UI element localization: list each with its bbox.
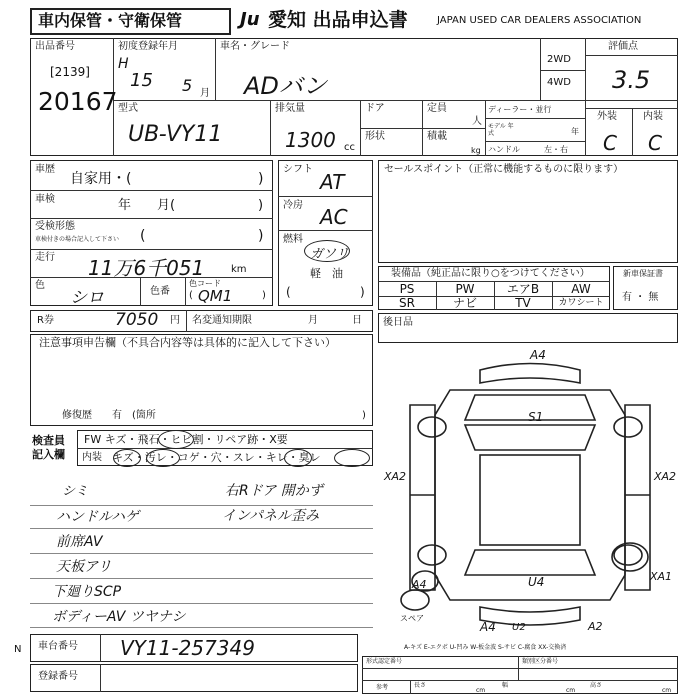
circle-dirt xyxy=(146,449,180,467)
repair-history-close: ) xyxy=(362,410,366,421)
repair-history-label: 修復歴 xyxy=(62,410,92,421)
door-label: ドア xyxy=(365,103,385,114)
windshield xyxy=(465,425,595,450)
mileage-label: 走行 xyxy=(35,252,55,263)
capacity-unit: 人 xyxy=(472,116,482,127)
note-6: ボディーAV ツヤナシ xyxy=(52,609,186,625)
diagram-mark-left-side: XA2 xyxy=(384,470,407,483)
history-label: 車歴 xyxy=(35,164,55,175)
diagram-mark-rear-bumper-2: U2 xyxy=(512,622,526,633)
lot-number-label: 出品番号 xyxy=(35,41,75,52)
color-number-label: 色番 xyxy=(150,286,170,297)
equip-leather-seat: カワシート xyxy=(558,298,604,308)
load-unit: kg xyxy=(471,146,481,155)
equip-airbag: エアB xyxy=(506,282,540,296)
color-value: シロ xyxy=(70,288,104,308)
diagram-mark-rear-right: A2 xyxy=(588,620,603,633)
ju-logo: Ju xyxy=(240,9,260,30)
name-change-label: 名変通知期限 xyxy=(192,315,252,326)
drive-4wd: 4WD xyxy=(547,77,571,88)
capacity-label: 定員 xyxy=(427,103,447,114)
equip-sr: SR xyxy=(399,296,415,310)
lot-number: 20167 xyxy=(38,87,118,116)
width-label: 幅 xyxy=(502,682,509,689)
warranty-label: 新車保証書 xyxy=(623,269,663,278)
equip-ps: PS xyxy=(399,282,415,296)
wheel-fl xyxy=(418,417,446,437)
car-name-label: 車名・グレード xyxy=(220,41,290,52)
fuel-label: 燃料 xyxy=(283,234,303,245)
sales-point-label: セールスポイント（正常に機能するものに限ります） xyxy=(384,164,624,175)
storage-label: 車内保管・守衛保管 xyxy=(38,11,183,30)
car-name: ADバン xyxy=(244,72,327,100)
inspection-label: 車検 xyxy=(35,194,55,205)
damage-legend: A-キズ E-エクボ U-凹み W-板金波 S-サビ C-腐食 XX-交換済 xyxy=(404,644,567,651)
acceptance-close: ) xyxy=(258,228,264,244)
length-unit: cm xyxy=(476,687,486,694)
note-right-1: 右Rドア 開かず xyxy=(225,483,323,499)
coupon-value: 7050 xyxy=(115,310,159,330)
color-code-paren: ( xyxy=(189,290,193,301)
model-label: 型式 xyxy=(118,103,138,114)
sales-point-box xyxy=(378,160,678,263)
coupon-label: R券 xyxy=(37,315,54,326)
fuel-paren: ( xyxy=(286,285,291,299)
form-title: 愛知 出品申込書 xyxy=(268,9,408,31)
circle-odor xyxy=(334,449,370,467)
length-label: 長さ xyxy=(414,682,427,689)
displacement-value: 1300 xyxy=(285,128,336,152)
ac-value: AC xyxy=(320,205,348,229)
n-mark: N xyxy=(14,644,22,655)
history-close: ) xyxy=(258,171,264,187)
coupon-unit: 円 xyxy=(170,315,180,326)
acceptance-note: 車検付きの場合記入して下さい xyxy=(35,236,120,243)
width-unit: cm xyxy=(566,687,576,694)
month-unit: 月 xyxy=(200,88,210,99)
equip-pw: PW xyxy=(455,282,475,296)
equip-aw: AW xyxy=(571,282,591,296)
height-label: 高さ xyxy=(590,682,603,689)
acceptance-label: 受検形態 xyxy=(35,221,75,232)
diagram-mark-front: A4 xyxy=(530,348,546,362)
load-label: 積載 xyxy=(427,131,447,142)
history-value: 自家用・( xyxy=(70,171,132,187)
grade-value: 3.5 xyxy=(612,66,651,94)
circle-scratch xyxy=(113,449,141,467)
diagram-mark-left-rear: A4 xyxy=(412,578,427,591)
diagram-mark-rear-bumper: A4 xyxy=(480,620,496,634)
color-label: 色 xyxy=(35,280,45,291)
grade-label: 評価点 xyxy=(608,41,638,52)
circle-wear xyxy=(284,449,312,467)
inspector-row2-label: 内装 xyxy=(82,452,102,463)
spare-label: スペア xyxy=(400,614,424,623)
year-unit: 年 xyxy=(571,127,579,136)
chassis-number: VY11-257349 xyxy=(120,636,255,660)
note-5: 下廻りSCP xyxy=(52,584,122,600)
fuel-value: ガソリ xyxy=(310,247,350,262)
circle-stone-chip xyxy=(158,430,194,449)
diagram-mark-roof: S1 xyxy=(528,410,544,424)
fuel-diesel: 軽 油 xyxy=(310,267,343,280)
mileage-unit: km xyxy=(231,264,247,275)
warranty-options: 有 ・ 無 xyxy=(622,292,659,303)
first-reg-label: 初度登録年月 xyxy=(118,41,178,52)
notice-day: 日 xyxy=(352,315,362,326)
equipment-label: 装備品（純正品に限り○をつけてください） xyxy=(391,268,590,279)
note-right-2: インパネル歪み xyxy=(222,508,320,524)
shift-label: シフト xyxy=(283,164,313,175)
wheel-fr xyxy=(614,417,642,437)
first-reg-era: H xyxy=(118,56,129,72)
equip-tv: TV xyxy=(515,296,531,310)
spare-tire xyxy=(401,590,429,610)
equip-navi: ナビ xyxy=(452,296,477,310)
height-unit: cm xyxy=(662,687,672,694)
inspection-close: ) xyxy=(258,198,264,213)
later-items-label: 後日品 xyxy=(383,317,413,328)
displacement-label: 排気量 xyxy=(275,103,305,114)
drive-2wd: 2WD xyxy=(547,54,571,65)
repair-history-value: 有 (箇所 xyxy=(112,410,156,421)
remarks-label: 注意事項申告欄（不具合内容等は具体的に記入して下さい） xyxy=(39,336,336,349)
mileage-value: 11万6千051 xyxy=(88,256,205,280)
shape-label: 形状 xyxy=(365,131,385,142)
exterior-grade: C xyxy=(603,131,617,155)
reference-label: 参考 xyxy=(376,684,389,691)
diagram-mark-rear: U4 xyxy=(528,575,545,589)
interior-grade: C xyxy=(648,131,662,155)
model-year-label: モデル 年式 xyxy=(488,123,514,137)
wheel-rl xyxy=(418,545,446,565)
inspector-row1: FW キズ・飛石・ヒビ割・リペア跡・X要 xyxy=(84,433,288,446)
first-reg-year: 15 xyxy=(130,70,153,91)
ac-label: 冷房 xyxy=(283,200,303,211)
notice-month: 月 xyxy=(308,315,318,326)
car-diagram xyxy=(380,345,680,645)
lot-number-small: [2139] xyxy=(50,65,90,79)
note-2: ハンドルハゲ xyxy=(56,509,140,525)
interior-label: 内装 xyxy=(643,111,663,122)
note-4: 天板アリ xyxy=(56,559,112,575)
color-code-close: ) xyxy=(262,290,266,301)
registration-row xyxy=(30,664,358,692)
note-3: 前席AV xyxy=(56,534,103,550)
inspector-row2: キズ・汚レ・コゲ・穴・スレ・キレ・臭レ xyxy=(112,451,321,464)
inspector-label: 検査員 記入欄 xyxy=(32,434,65,461)
color-code-value: QM1 xyxy=(198,287,233,305)
handle-label: ハンドル xyxy=(488,145,520,154)
association-name: JAPAN USED CAR DEALERS ASSOCIATION xyxy=(437,15,642,26)
chassis-label: 車台番号 xyxy=(38,641,78,652)
displacement-unit: cc xyxy=(344,142,355,153)
color-code-label: 色コード xyxy=(189,279,221,288)
exterior-label: 外装 xyxy=(597,111,617,122)
first-reg-month: 5 xyxy=(182,76,193,95)
fuel-close: ) xyxy=(360,285,365,299)
rear-window xyxy=(465,550,595,575)
diagram-mark-right-side: XA2 xyxy=(654,470,677,483)
damage-circle xyxy=(612,543,648,571)
roof xyxy=(480,455,580,545)
wheel-rr xyxy=(614,545,642,565)
handle-options: 左・右 xyxy=(544,145,568,154)
registration-label: 登録番号 xyxy=(38,671,78,682)
dealer-label: ディーラー・並行 xyxy=(488,105,552,114)
approval-label: 形式認定番号 xyxy=(366,658,403,665)
note-1: シミ xyxy=(62,484,89,499)
category-label: 類別区分番号 xyxy=(522,658,559,665)
acceptance-open: ( xyxy=(140,228,146,244)
model-value: UB-VY11 xyxy=(128,122,223,147)
later-items-box xyxy=(378,313,678,343)
shift-value: AT xyxy=(320,170,345,194)
history-section xyxy=(30,160,273,306)
front-bumper xyxy=(480,364,580,384)
diagram-mark-rear-right-wheel: XA1 xyxy=(650,570,673,583)
inspection-value: 年 月( xyxy=(118,198,176,213)
